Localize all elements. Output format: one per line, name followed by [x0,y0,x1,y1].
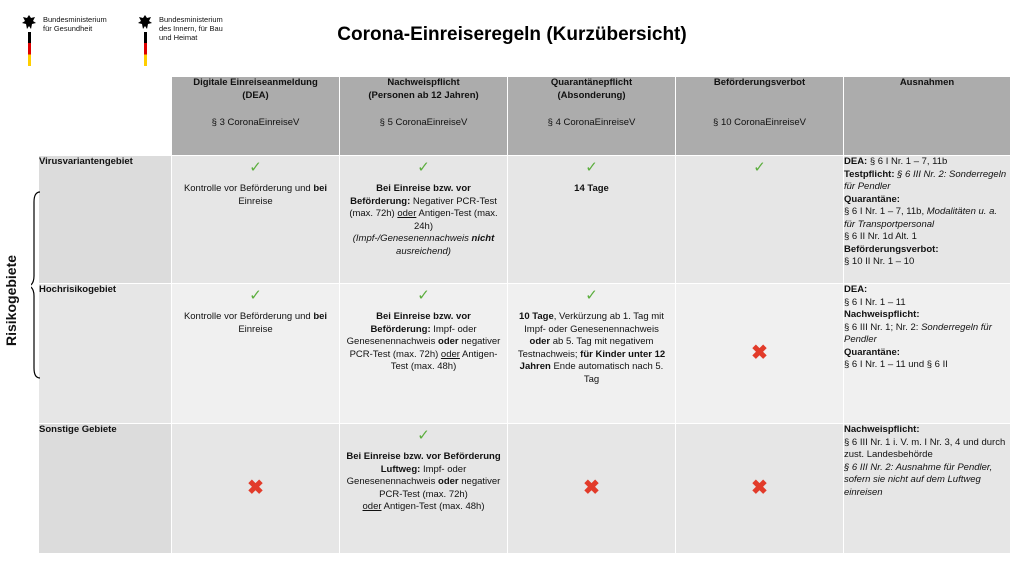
cross-icon: ✖ [751,342,768,365]
rules-table [3,76,1011,554]
row-label-hochrisiko: Hochrisikogebiet [39,284,172,424]
cell-r3-dea [172,424,340,554]
cell-r3-quarantine [508,424,676,554]
cell-r2-quarantine: ✓ 10 Tage, Verkürzung ab 1. Tag mit Impf- oder Genesenennachweis oder ab 5. Tag mit negativem Testnachweis; für Kinder unter 12 Jahren Ende automatisch nach 5. Tag [508,284,676,424]
cell-r2-dea: ✓ Kontrolle vor Beförderung und bei Einreise [172,284,340,424]
check-icon: ✓ [249,287,262,304]
brace-icon [31,156,41,408]
cell-r1-quarantine: ✓ 14 Tage [508,156,676,284]
cell-r1-dea: ✓ Kontrolle vor Beförderung und bei Einreise [172,156,340,284]
row-virusvariant [21,156,1011,284]
cross-icon: ✖ [247,477,264,500]
check-icon: ✓ [417,287,430,304]
col-header-proof: Nachweispflicht (Personen ab 12 Jahren) § 5 CoronaEinreiseV [340,77,508,156]
page-title: Corona-Einreiseregeln (Kurzübersicht) [337,24,687,45]
cell-r1-exceptions: DEA: § 6 I Nr. 1 – 7, 11b Testpflicht: § 6 III Nr. 2: Sonderregeln für Pendler Quarantäne: § 6 I Nr. 1 – 7, 11b, Modalitäten u. a. für Transportpersonal § 6 II Nr. 1d Alt. 1 Beförderungsverbot: § 10 II Nr. 1 – 10 [844,156,1011,284]
cell-r3-proof: ✓ Bei Einreise bzw. vor Beförderung Luftweg: Impf- oder Genesenennachweis oder negativer PCR-Test (max. 72h) oder Antigen-Test (max. 48h) [340,424,508,554]
cell-r3-exceptions: Nachweispflicht: § 6 III Nr. 1 i. V. m. I Nr. 3, 4 und durch zust. Landesbehörde § 6 III Nr. 2: Ausnahme für Pendler, sofern sie nicht auf dem Luftweg einreisen [844,424,1011,554]
corner-blank [39,77,172,156]
side-blank [21,424,39,554]
col-header-quarantine: Quarantänepflicht (Absonderung) § 4 CoronaEinreiseV [508,77,676,156]
cell-r2-ban [676,284,844,424]
cell-r1-ban [676,156,844,284]
col-header-dea: Digitale Einreiseanmeldung (DEA) § 3 CoronaEinreiseV [172,77,340,156]
row-label-sonstige: Sonstige Gebiete [39,424,172,554]
row-sonstige [21,424,1011,554]
bmi-logo-text: Bundesministerium des Innern, für Bau und Heimat [159,15,223,42]
corner-blank [21,77,39,156]
check-icon: ✓ [753,159,766,176]
check-icon: ✓ [249,159,262,176]
row-label-virusvariant: Virusvariantengebiet [39,156,172,284]
col-header-ban: Beförderungsverbot § 10 CoronaEinreiseV [676,77,844,156]
bmg-logo-text: Bundesministerium für Gesundheit [43,15,107,33]
cell-r2-proof: ✓ Bei Einreise bzw. vor Beförderung: Impf- oder Genesenennachweis oder negativer PCR-Test (max. 72h) oder Antigen-Test (max. 48h) [340,284,508,424]
side-label: Risikogebiete [3,254,19,346]
check-icon: ✓ [417,427,430,444]
check-icon: ✓ [585,159,598,176]
check-icon: ✓ [585,287,598,304]
cell-r3-ban [676,424,844,554]
row-hochrisiko [21,284,1011,424]
col-header-exceptions: Ausnahmen [844,77,1011,156]
cross-icon: ✖ [751,477,768,500]
cross-icon: ✖ [583,477,600,500]
cell-r2-exceptions: DEA: § 6 I Nr. 1 – 11 Nachweispflicht: § 6 III Nr. 1; Nr. 2: Sonderregeln für Pendler Quarantäne: § 6 I Nr. 1 – 11 und § 6 II [844,284,1011,424]
check-icon: ✓ [417,159,430,176]
cell-r1-proof: ✓ Bei Einreise bzw. vor Beförderung: Negativer PCR-Test (max. 72h) oder Antigen-Test (max. 24h) (Impf-/Genesenennachweis nicht ausreichend) [340,156,508,284]
side-label-cell [3,156,39,424]
header-row [21,77,1011,156]
